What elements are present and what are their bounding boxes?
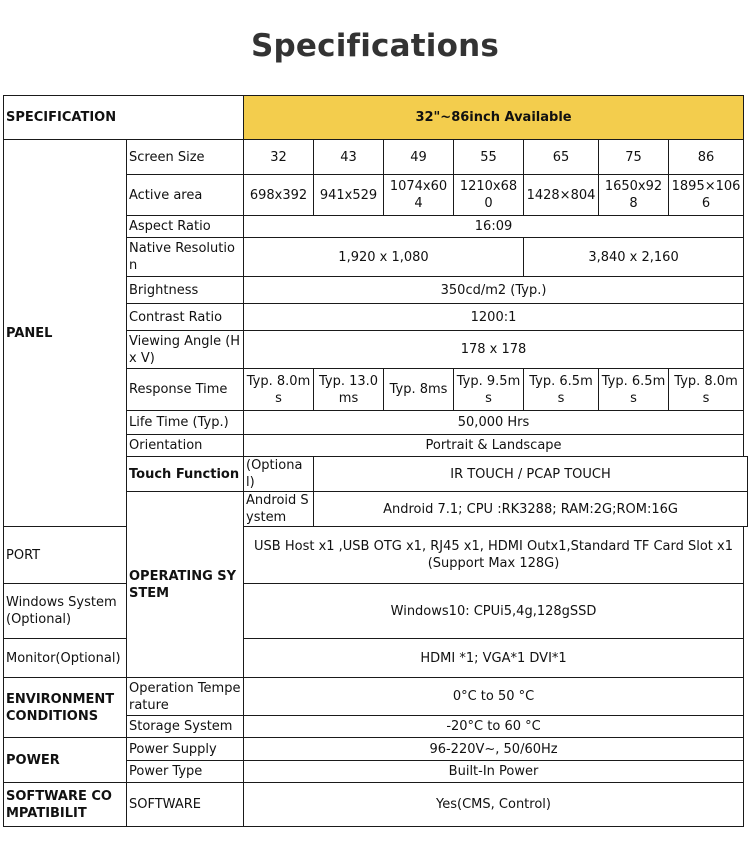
monitor-value: HDMI *1; VGA*1 DVI*1 <box>244 639 744 678</box>
brightness-value: 350cd/m2 (Typ.) <box>244 277 744 304</box>
size-range-header: 32"~86inch Available <box>244 96 744 140</box>
screen-size-value: 65 <box>524 140 599 175</box>
android-value: Android 7.1; CPU :RK3288; RAM:2G;ROM:16G <box>314 492 748 527</box>
power-supply-value: 96-220V~, 50/60Hz <box>244 738 744 761</box>
category-panel: PANEL <box>4 140 127 527</box>
table-row <box>4 140 748 175</box>
active-area-value: 698x392 <box>244 175 314 216</box>
row-label: Viewing Angle (H x V) <box>127 331 244 369</box>
table-row <box>4 783 748 827</box>
category-software: SOFTWARE COMPATIBILIT <box>4 783 127 827</box>
category-touch: Touch Function <box>127 457 244 492</box>
orientation-value: Portrait & Landscape <box>244 435 744 457</box>
table-row <box>4 584 748 639</box>
windows-value: Windows10: CPUi5,4g,128gSSD <box>244 584 744 639</box>
response-time-value: Typ. 6.5ms <box>599 369 669 411</box>
row-label: Life Time (Typ.) <box>127 411 244 435</box>
storage-temp-value: -20°C to 60 °C <box>244 716 744 738</box>
life-time-value: 50,000 Hrs <box>244 411 744 435</box>
response-time-value: Typ. 6.5ms <box>524 369 599 411</box>
row-label: Power Type <box>127 761 244 783</box>
screen-size-value: 49 <box>384 140 454 175</box>
row-label: Storage System <box>127 716 244 738</box>
category-power: POWER <box>4 738 127 783</box>
row-label: Response Time <box>127 369 244 411</box>
screen-size-value: 55 <box>454 140 524 175</box>
table-row <box>4 639 748 678</box>
contrast-ratio-value: 1200:1 <box>244 304 744 331</box>
row-label: Brightness <box>127 277 244 304</box>
aspect-ratio-value: 16:09 <box>244 216 744 238</box>
spec-table <box>3 95 748 827</box>
row-label: Aspect Ratio <box>127 216 244 238</box>
port-value: USB Host x1 ,USB OTG x1, RJ45 x1, HDMI Outx1,Standard TF Card Slot x1 (Support Max 128G) <box>244 527 744 584</box>
resolution-fhd-value: 1,920 x 1,080 <box>244 238 524 277</box>
row-label: Operation Temperature <box>127 678 244 716</box>
resolution-uhd-value: 3,840 x 2,160 <box>524 238 744 277</box>
active-area-value: 1650x928 <box>599 175 669 216</box>
active-area-value: 1428×804 <box>524 175 599 216</box>
active-area-value: 1895×1066 <box>669 175 744 216</box>
row-label: PORT <box>4 527 127 584</box>
category-environment: ENVIRONMENT CONDITIONS <box>4 678 127 738</box>
response-time-value: Typ. 8.0ms <box>669 369 744 411</box>
header-row <box>4 96 748 140</box>
screen-size-value: 86 <box>669 140 744 175</box>
row-label: Active area <box>127 175 244 216</box>
page-title: Specifications <box>250 28 499 64</box>
row-label: Orientation <box>127 435 244 457</box>
row-label: SOFTWARE <box>127 783 244 827</box>
row-label: Native Resolution <box>127 238 244 277</box>
row-label: Power Supply <box>127 738 244 761</box>
software-value: Yes(CMS, Control) <box>244 783 744 827</box>
row-label: Screen Size <box>127 140 244 175</box>
spec-header-cell: SPECIFICATION <box>4 96 244 140</box>
operation-temp-value: 0°C to 50 °C <box>244 678 744 716</box>
screen-size-value: 43 <box>314 140 384 175</box>
category-os: OPERATING SYSTEM <box>127 492 244 678</box>
row-label: Contrast Ratio <box>127 304 244 331</box>
row-label: Android System <box>244 492 314 527</box>
response-time-value: Typ. 9.5ms <box>454 369 524 411</box>
response-time-value: Typ. 8ms <box>384 369 454 411</box>
active-area-value: 941x529 <box>314 175 384 216</box>
power-type-value: Built-In Power <box>244 761 744 783</box>
table-row <box>4 527 748 584</box>
active-area-value: 1210x680 <box>454 175 524 216</box>
screen-size-value: 32 <box>244 140 314 175</box>
response-time-value: Typ. 13.0ms <box>314 369 384 411</box>
row-label: Monitor(Optional) <box>4 639 127 678</box>
table-row <box>4 738 748 761</box>
viewing-angle-value: 178 x 178 <box>244 331 744 369</box>
response-time-value: Typ. 8.0ms <box>244 369 314 411</box>
screen-size-value: 75 <box>599 140 669 175</box>
touch-value: IR TOUCH / PCAP TOUCH <box>314 457 748 492</box>
active-area-value: 1074x604 <box>384 175 454 216</box>
row-label: Windows System(Optional) <box>4 584 127 639</box>
table-row <box>4 678 748 716</box>
row-label: (Optional) <box>244 457 314 492</box>
